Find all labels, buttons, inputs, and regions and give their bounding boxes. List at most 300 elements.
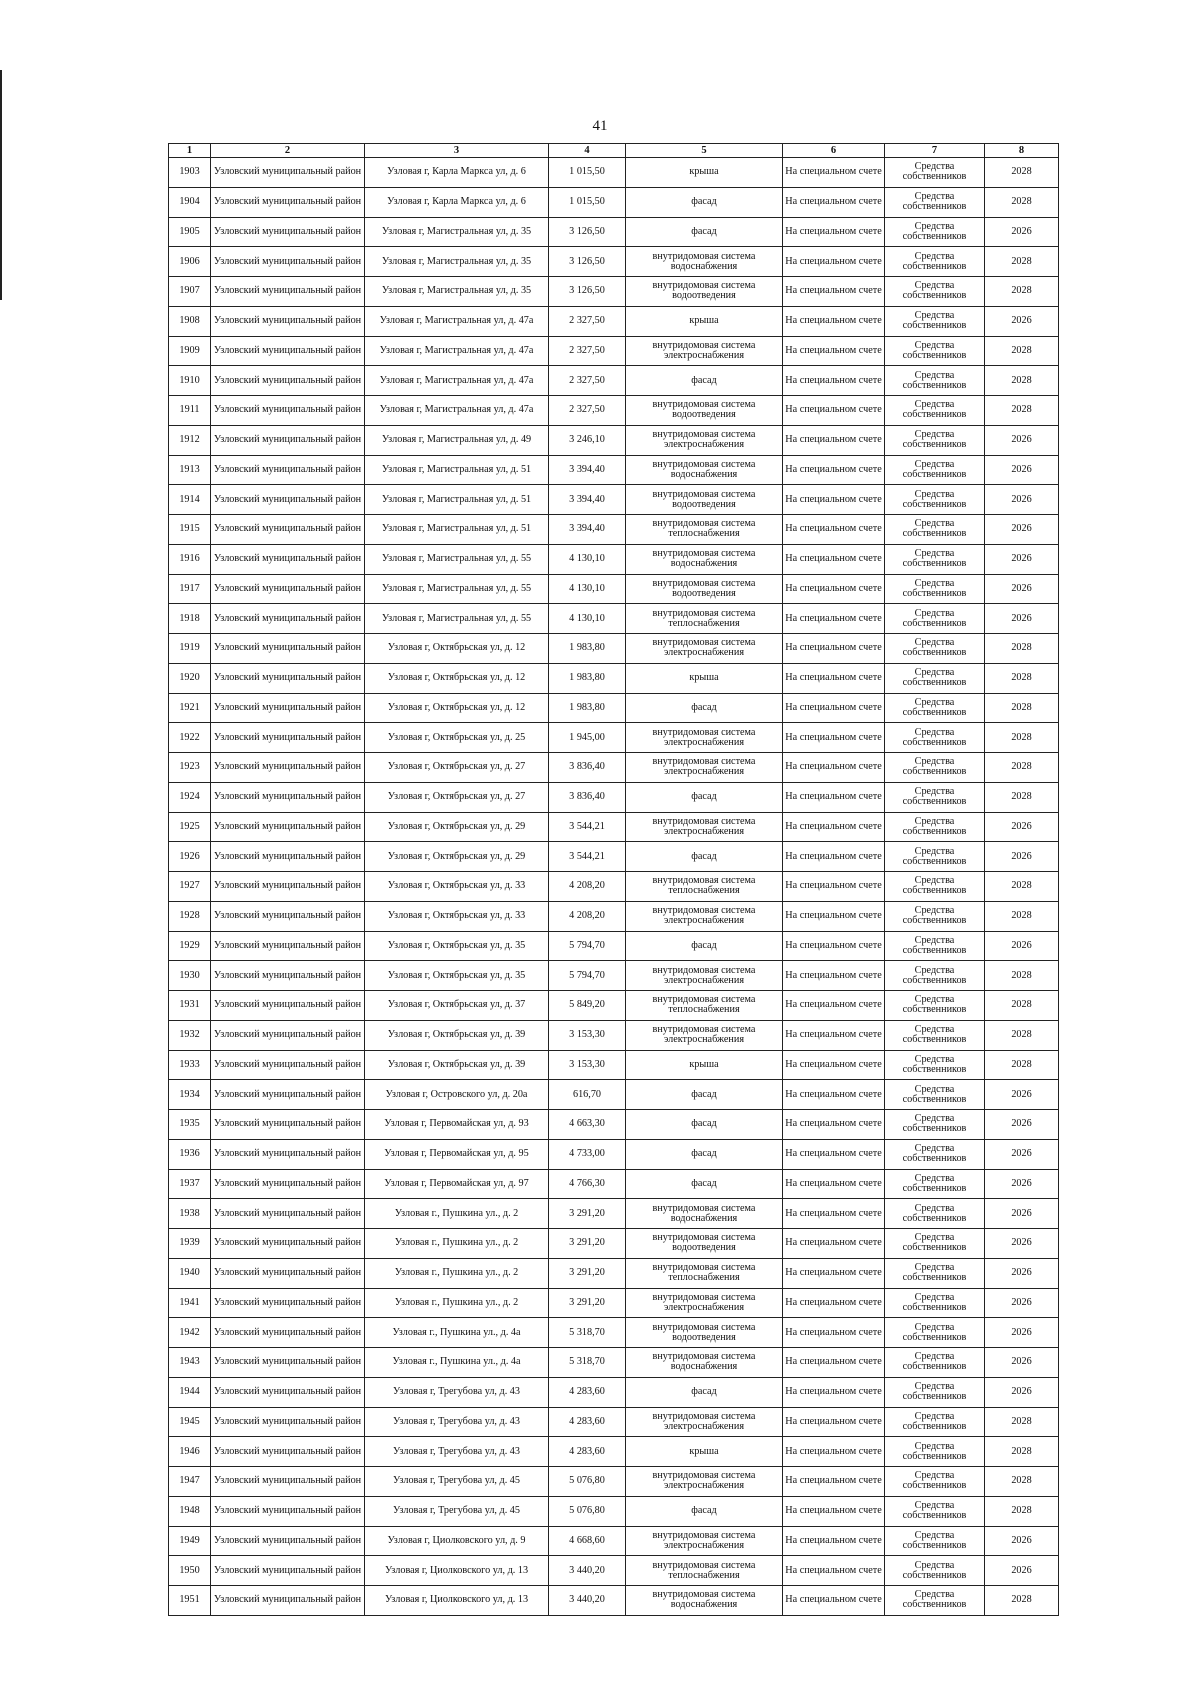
table-row — [169, 634, 1059, 664]
fund-account-cell: На специальном счете — [783, 782, 885, 812]
fund-account-cell: На специальном счете — [783, 1288, 885, 1318]
work-type-cell: внутридомовая система водоснабжения — [626, 544, 783, 574]
funding-source-cell: Средства собственников — [885, 396, 985, 426]
work-type-cell: фасад — [626, 1496, 783, 1526]
row-number-cell: 1910 — [169, 366, 211, 396]
fund-account-cell: На специальном счете — [783, 425, 885, 455]
fund-account-cell: На специальном счете — [783, 991, 885, 1021]
work-type-cell: внутридомовая система водоснабжения — [626, 1199, 783, 1229]
area-cell: 3 440,20 — [549, 1556, 626, 1586]
address-cell: Узловая г, Октябрьская ул, д. 27 — [365, 753, 549, 783]
work-type-cell: внутридомовая система водоснабжения — [626, 247, 783, 277]
year-cell: 2026 — [985, 1199, 1059, 1229]
work-type-cell: крыша — [626, 306, 783, 336]
fund-account-cell: На специальном счете — [783, 1139, 885, 1169]
work-type-cell: фасад — [626, 1139, 783, 1169]
address-cell: Узловая г, Магистральная ул, д. 49 — [365, 425, 549, 455]
work-type-cell: фасад — [626, 842, 783, 872]
address-cell: Узловая г., Пушкина ул., д. 4а — [365, 1318, 549, 1348]
funding-source-cell: Средства собственников — [885, 1229, 985, 1259]
address-cell: Узловая г., Пушкина ул., д. 2 — [365, 1199, 549, 1229]
column-header: 4 — [549, 144, 626, 158]
row-number-cell: 1928 — [169, 901, 211, 931]
row-number-cell: 1914 — [169, 485, 211, 515]
work-type-cell: внутридомовая система электроснабжения — [626, 1288, 783, 1318]
work-type-cell: фасад — [626, 1080, 783, 1110]
fund-account-cell: На специальном счете — [783, 1169, 885, 1199]
row-number-cell: 1931 — [169, 991, 211, 1021]
district-cell: Узловский муниципальный район — [211, 1139, 365, 1169]
area-cell: 3 246,10 — [549, 425, 626, 455]
year-cell: 2028 — [985, 396, 1059, 426]
table-row — [169, 1199, 1059, 1229]
work-type-cell: крыша — [626, 1050, 783, 1080]
district-cell: Узловский муниципальный район — [211, 1110, 365, 1140]
district-cell: Узловский муниципальный район — [211, 336, 365, 366]
fund-account-cell: На специальном счете — [783, 693, 885, 723]
address-cell: Узловая г, Циолковского ул, д. 13 — [365, 1556, 549, 1586]
work-type-cell: фасад — [626, 931, 783, 961]
table-row — [169, 306, 1059, 336]
work-type-cell: внутридомовая система электроснабжения — [626, 1526, 783, 1556]
address-cell: Узловая г, Первомайская ул, д. 97 — [365, 1169, 549, 1199]
address-cell: Узловая г, Октябрьская ул, д. 39 — [365, 1050, 549, 1080]
district-cell: Узловский муниципальный район — [211, 1348, 365, 1378]
table-row — [169, 1437, 1059, 1467]
year-cell: 2026 — [985, 425, 1059, 455]
area-cell: 3 291,20 — [549, 1258, 626, 1288]
work-type-cell: внутридомовая система теплоснабжения — [626, 872, 783, 902]
table-row — [169, 1050, 1059, 1080]
address-cell: Узловая г, Карла Маркса ул, д. 6 — [365, 158, 549, 188]
row-number-cell: 1911 — [169, 396, 211, 426]
table-row — [169, 336, 1059, 366]
year-cell: 2028 — [985, 961, 1059, 991]
district-cell: Узловский муниципальный район — [211, 1169, 365, 1199]
funding-source-cell: Средства собственников — [885, 1050, 985, 1080]
row-number-cell: 1905 — [169, 217, 211, 247]
funding-source-cell: Средства собственников — [885, 187, 985, 217]
district-cell: Узловский муниципальный район — [211, 931, 365, 961]
fund-account-cell: На специальном счете — [783, 544, 885, 574]
district-cell: Узловский муниципальный район — [211, 812, 365, 842]
district-cell: Узловский муниципальный район — [211, 485, 365, 515]
row-number-cell: 1932 — [169, 1020, 211, 1050]
year-cell: 2028 — [985, 158, 1059, 188]
year-cell: 2026 — [985, 574, 1059, 604]
column-header: 5 — [626, 144, 783, 158]
area-cell: 5 076,80 — [549, 1467, 626, 1497]
row-number-cell: 1940 — [169, 1258, 211, 1288]
year-cell: 2026 — [985, 1526, 1059, 1556]
funding-source-cell: Средства собственников — [885, 842, 985, 872]
area-cell: 2 327,50 — [549, 336, 626, 366]
address-cell: Узловая г, Октябрьская ул, д. 27 — [365, 782, 549, 812]
row-number-cell: 1934 — [169, 1080, 211, 1110]
area-cell: 4 668,60 — [549, 1526, 626, 1556]
table-row — [169, 425, 1059, 455]
row-number-cell: 1948 — [169, 1496, 211, 1526]
table-row — [169, 1407, 1059, 1437]
district-cell: Узловский муниципальный район — [211, 1199, 365, 1229]
funding-source-cell: Средства собственников — [885, 1407, 985, 1437]
row-number-cell: 1951 — [169, 1586, 211, 1616]
area-cell: 1 983,80 — [549, 663, 626, 693]
address-cell: Узловая г, Островского ул, д. 20а — [365, 1080, 549, 1110]
address-cell: Узловая г, Октябрьская ул, д. 12 — [365, 663, 549, 693]
work-type-cell: фасад — [626, 366, 783, 396]
area-cell: 4 208,20 — [549, 901, 626, 931]
work-type-cell: внутридомовая система водоснабжения — [626, 455, 783, 485]
table-row — [169, 1139, 1059, 1169]
year-cell: 2028 — [985, 753, 1059, 783]
address-cell: Узловая г, Октябрьская ул, д. 12 — [365, 693, 549, 723]
fund-account-cell: На специальном счете — [783, 455, 885, 485]
funding-source-cell: Средства собственников — [885, 336, 985, 366]
fund-account-cell: На специальном счете — [783, 515, 885, 545]
fund-account-cell: На специальном счете — [783, 842, 885, 872]
area-cell: 4 766,30 — [549, 1169, 626, 1199]
year-cell: 2028 — [985, 1407, 1059, 1437]
area-cell: 3 394,40 — [549, 515, 626, 545]
funding-source-cell: Средства собственников — [885, 247, 985, 277]
row-number-cell: 1933 — [169, 1050, 211, 1080]
district-cell: Узловский муниципальный район — [211, 247, 365, 277]
area-cell: 4 283,60 — [549, 1377, 626, 1407]
address-cell: Узловая г, Октябрьская ул, д. 25 — [365, 723, 549, 753]
area-cell: 5 318,70 — [549, 1318, 626, 1348]
address-cell: Узловая г, Магистральная ул, д. 35 — [365, 217, 549, 247]
district-cell: Узловский муниципальный район — [211, 1586, 365, 1616]
funding-source-cell: Средства собственников — [885, 663, 985, 693]
table-row — [169, 455, 1059, 485]
table-row — [169, 1496, 1059, 1526]
row-number-cell: 1927 — [169, 872, 211, 902]
column-header: 7 — [885, 144, 985, 158]
district-cell: Узловский муниципальный район — [211, 217, 365, 247]
work-type-cell: внутридомовая система электроснабжения — [626, 961, 783, 991]
district-cell: Узловский муниципальный район — [211, 1496, 365, 1526]
district-cell: Узловский муниципальный район — [211, 544, 365, 574]
row-number-cell: 1939 — [169, 1229, 211, 1259]
capital-repair-register-table — [168, 143, 1059, 1616]
year-cell: 2026 — [985, 544, 1059, 574]
district-cell: Узловский муниципальный район — [211, 366, 365, 396]
address-cell: Узловая г., Пушкина ул., д. 2 — [365, 1288, 549, 1318]
address-cell: Узловая г, Магистральная ул, д. 47а — [365, 396, 549, 426]
table-row — [169, 693, 1059, 723]
area-cell: 3 153,30 — [549, 1020, 626, 1050]
address-cell: Узловая г, Октябрьская ул, д. 33 — [365, 872, 549, 902]
row-number-cell: 1916 — [169, 544, 211, 574]
year-cell: 2026 — [985, 306, 1059, 336]
funding-source-cell: Средства собственников — [885, 931, 985, 961]
funding-source-cell: Средства собственников — [885, 1348, 985, 1378]
funding-source-cell: Средства собственников — [885, 306, 985, 336]
year-cell: 2026 — [985, 1139, 1059, 1169]
work-type-cell: внутридомовая система теплоснабжения — [626, 1556, 783, 1586]
table-row — [169, 1377, 1059, 1407]
area-cell: 3 291,20 — [549, 1199, 626, 1229]
address-cell: Узловая г, Карла Маркса ул, д. 6 — [365, 187, 549, 217]
work-type-cell: фасад — [626, 1169, 783, 1199]
table-row — [169, 931, 1059, 961]
fund-account-cell: На специальном счете — [783, 306, 885, 336]
row-number-cell: 1908 — [169, 306, 211, 336]
district-cell: Узловский муниципальный район — [211, 961, 365, 991]
table-row — [169, 217, 1059, 247]
row-number-cell: 1923 — [169, 753, 211, 783]
funding-source-cell: Средства собственников — [885, 1556, 985, 1586]
address-cell: Узловая г, Трегубова ул, д. 43 — [365, 1377, 549, 1407]
funding-source-cell: Средства собственников — [885, 723, 985, 753]
address-cell: Узловая г, Циолковского ул, д. 13 — [365, 1586, 549, 1616]
address-cell: Узловая г, Трегубова ул, д. 43 — [365, 1407, 549, 1437]
table-row — [169, 1556, 1059, 1586]
district-cell: Узловский муниципальный район — [211, 1556, 365, 1586]
fund-account-cell: На специальном счете — [783, 1258, 885, 1288]
area-cell: 3 836,40 — [549, 782, 626, 812]
district-cell: Узловский муниципальный район — [211, 693, 365, 723]
work-type-cell: крыша — [626, 158, 783, 188]
table-row — [169, 544, 1059, 574]
row-number-cell: 1913 — [169, 455, 211, 485]
funding-source-cell: Средства собственников — [885, 634, 985, 664]
column-header: 6 — [783, 144, 885, 158]
year-cell: 2026 — [985, 1110, 1059, 1140]
fund-account-cell: На специальном счете — [783, 1586, 885, 1616]
row-number-cell: 1907 — [169, 277, 211, 307]
district-cell: Узловский муниципальный район — [211, 991, 365, 1021]
table-row — [169, 812, 1059, 842]
fund-account-cell: На специальном счете — [783, 1110, 885, 1140]
table-row — [169, 604, 1059, 634]
work-type-cell: фасад — [626, 187, 783, 217]
work-type-cell: внутридомовая система водоснабжения — [626, 1348, 783, 1378]
column-number-header-row — [169, 144, 1059, 158]
table-row — [169, 782, 1059, 812]
work-type-cell: внутридомовая система электроснабжения — [626, 336, 783, 366]
area-cell: 2 327,50 — [549, 396, 626, 426]
funding-source-cell: Средства собственников — [885, 1139, 985, 1169]
address-cell: Узловая г, Магистральная ул, д. 51 — [365, 455, 549, 485]
row-number-cell: 1904 — [169, 187, 211, 217]
year-cell: 2028 — [985, 187, 1059, 217]
address-cell: Узловая г, Октябрьская ул, д. 37 — [365, 991, 549, 1021]
year-cell: 2026 — [985, 1288, 1059, 1318]
funding-source-cell: Средства собственников — [885, 1318, 985, 1348]
funding-source-cell: Средства собственников — [885, 961, 985, 991]
area-cell: 3 544,21 — [549, 842, 626, 872]
year-cell: 2028 — [985, 1586, 1059, 1616]
funding-source-cell: Средства собственников — [885, 544, 985, 574]
year-cell: 2026 — [985, 1377, 1059, 1407]
address-cell: Узловая г, Октябрьская ул, д. 29 — [365, 842, 549, 872]
row-number-cell: 1919 — [169, 634, 211, 664]
year-cell: 2028 — [985, 693, 1059, 723]
area-cell: 5 076,80 — [549, 1496, 626, 1526]
address-cell: Узловая г, Трегубова ул, д. 43 — [365, 1437, 549, 1467]
work-type-cell: фасад — [626, 1110, 783, 1140]
area-cell: 3 126,50 — [549, 247, 626, 277]
address-cell: Узловая г, Октябрьская ул, д. 39 — [365, 1020, 549, 1050]
fund-account-cell: На специальном счете — [783, 604, 885, 634]
address-cell: Узловая г, Магистральная ул, д. 35 — [365, 277, 549, 307]
district-cell: Узловский муниципальный район — [211, 1407, 365, 1437]
district-cell: Узловский муниципальный район — [211, 396, 365, 426]
work-type-cell: фасад — [626, 693, 783, 723]
fund-account-cell: На специальном счете — [783, 217, 885, 247]
funding-source-cell: Средства собственников — [885, 1110, 985, 1140]
area-cell: 5 318,70 — [549, 1348, 626, 1378]
year-cell: 2028 — [985, 901, 1059, 931]
district-cell: Узловский муниципальный район — [211, 782, 365, 812]
table-row — [169, 247, 1059, 277]
district-cell: Узловский муниципальный район — [211, 901, 365, 931]
address-cell: Узловая г, Октябрьская ул, д. 35 — [365, 961, 549, 991]
table-row — [169, 1080, 1059, 1110]
row-number-cell: 1937 — [169, 1169, 211, 1199]
fund-account-cell: На специальном счете — [783, 336, 885, 366]
work-type-cell: фасад — [626, 782, 783, 812]
year-cell: 2028 — [985, 336, 1059, 366]
table-row — [169, 1586, 1059, 1616]
row-number-cell: 1930 — [169, 961, 211, 991]
funding-source-cell: Средства собственников — [885, 1467, 985, 1497]
address-cell: Узловая г, Магистральная ул, д. 55 — [365, 544, 549, 574]
fund-account-cell: На специальном счете — [783, 1229, 885, 1259]
funding-source-cell: Средства собственников — [885, 515, 985, 545]
table-row — [169, 1467, 1059, 1497]
area-cell: 616,70 — [549, 1080, 626, 1110]
work-type-cell: крыша — [626, 663, 783, 693]
area-cell: 3 126,50 — [549, 277, 626, 307]
address-cell: Узловая г., Пушкина ул., д. 2 — [365, 1258, 549, 1288]
table-row — [169, 901, 1059, 931]
year-cell: 2028 — [985, 1437, 1059, 1467]
district-cell: Узловский муниципальный район — [211, 1229, 365, 1259]
funding-source-cell: Средства собственников — [885, 1586, 985, 1616]
fund-account-cell: На специальном счете — [783, 574, 885, 604]
fund-account-cell: На специальном счете — [783, 723, 885, 753]
district-cell: Узловский муниципальный район — [211, 277, 365, 307]
row-number-cell: 1925 — [169, 812, 211, 842]
fund-account-cell: На специальном счете — [783, 634, 885, 664]
year-cell: 2026 — [985, 1556, 1059, 1586]
row-number-cell: 1929 — [169, 931, 211, 961]
funding-source-cell: Средства собственников — [885, 1437, 985, 1467]
table-row — [169, 515, 1059, 545]
district-cell: Узловский муниципальный район — [211, 1080, 365, 1110]
row-number-cell: 1917 — [169, 574, 211, 604]
year-cell: 2026 — [985, 931, 1059, 961]
work-type-cell: внутридомовая система водоотведения — [626, 485, 783, 515]
work-type-cell: внутридомовая система водоотведения — [626, 396, 783, 426]
district-cell: Узловский муниципальный район — [211, 1258, 365, 1288]
row-number-cell: 1950 — [169, 1556, 211, 1586]
address-cell: Узловая г, Трегубова ул, д. 45 — [365, 1467, 549, 1497]
row-number-cell: 1943 — [169, 1348, 211, 1378]
year-cell: 2028 — [985, 1020, 1059, 1050]
work-type-cell: фасад — [626, 217, 783, 247]
fund-account-cell: На специальном счете — [783, 485, 885, 515]
table-row — [169, 723, 1059, 753]
row-number-cell: 1947 — [169, 1467, 211, 1497]
work-type-cell: внутридомовая система электроснабжения — [626, 812, 783, 842]
work-type-cell: внутридомовая система электроснабжения — [626, 1020, 783, 1050]
work-type-cell: внутридомовая система водоотведения — [626, 1318, 783, 1348]
funding-source-cell: Средства собственников — [885, 574, 985, 604]
year-cell: 2026 — [985, 455, 1059, 485]
work-type-cell: внутридомовая система электроснабжения — [626, 634, 783, 664]
area-cell: 2 327,50 — [549, 366, 626, 396]
area-cell: 3 126,50 — [549, 217, 626, 247]
area-cell: 4 130,10 — [549, 544, 626, 574]
address-cell: Узловая г, Магистральная ул, д. 51 — [365, 515, 549, 545]
address-cell: Узловая г, Октябрьская ул, д. 12 — [365, 634, 549, 664]
district-cell: Узловский муниципальный район — [211, 1437, 365, 1467]
funding-source-cell: Средства собственников — [885, 901, 985, 931]
funding-source-cell: Средства собственников — [885, 455, 985, 485]
work-type-cell: внутридомовая система водоотведения — [626, 574, 783, 604]
year-cell: 2026 — [985, 604, 1059, 634]
funding-source-cell: Средства собственников — [885, 277, 985, 307]
area-cell: 1 983,80 — [549, 634, 626, 664]
area-cell: 3 291,20 — [549, 1288, 626, 1318]
table-row — [169, 961, 1059, 991]
address-cell: Узловая г, Октябрьская ул, д. 29 — [365, 812, 549, 842]
address-cell: Узловая г, Первомайская ул, д. 95 — [365, 1139, 549, 1169]
area-cell: 5 849,20 — [549, 991, 626, 1021]
district-cell: Узловский муниципальный район — [211, 1526, 365, 1556]
address-cell: Узловая г, Магистральная ул, д. 35 — [365, 247, 549, 277]
funding-source-cell: Средства собственников — [885, 366, 985, 396]
funding-source-cell: Средства собственников — [885, 812, 985, 842]
work-type-cell: фасад — [626, 1377, 783, 1407]
table-row — [169, 1258, 1059, 1288]
area-cell: 1 983,80 — [549, 693, 626, 723]
column-header: 1 — [169, 144, 211, 158]
work-type-cell: внутридомовая система электроснабжения — [626, 723, 783, 753]
work-type-cell: внутридомовая система водоотведения — [626, 1229, 783, 1259]
row-number-cell: 1915 — [169, 515, 211, 545]
area-cell: 5 794,70 — [549, 931, 626, 961]
table-row — [169, 1229, 1059, 1259]
funding-source-cell: Средства собственников — [885, 604, 985, 634]
year-cell: 2026 — [985, 217, 1059, 247]
funding-source-cell: Средства собственников — [885, 217, 985, 247]
fund-account-cell: На специальном счете — [783, 872, 885, 902]
work-type-cell: крыша — [626, 1437, 783, 1467]
work-type-cell: внутридомовая система теплоснабжения — [626, 1258, 783, 1288]
funding-source-cell: Средства собственников — [885, 1496, 985, 1526]
address-cell: Узловая г, Магистральная ул, д. 51 — [365, 485, 549, 515]
district-cell: Узловский муниципальный район — [211, 723, 365, 753]
funding-source-cell: Средства собственников — [885, 1258, 985, 1288]
address-cell: Узловая г, Магистральная ул, д. 47а — [365, 306, 549, 336]
scan-margin-mark — [0, 70, 2, 300]
fund-account-cell: На специальном счете — [783, 277, 885, 307]
fund-account-cell: На специальном счете — [783, 1199, 885, 1229]
address-cell: Узловая г, Магистральная ул, д. 47а — [365, 366, 549, 396]
table-row — [169, 574, 1059, 604]
area-cell: 3 153,30 — [549, 1050, 626, 1080]
work-type-cell: внутридомовая система электроснабжения — [626, 901, 783, 931]
row-number-cell: 1920 — [169, 663, 211, 693]
table-row — [169, 1169, 1059, 1199]
funding-source-cell: Средства собственников — [885, 1377, 985, 1407]
fund-account-cell: На специальном счете — [783, 1080, 885, 1110]
